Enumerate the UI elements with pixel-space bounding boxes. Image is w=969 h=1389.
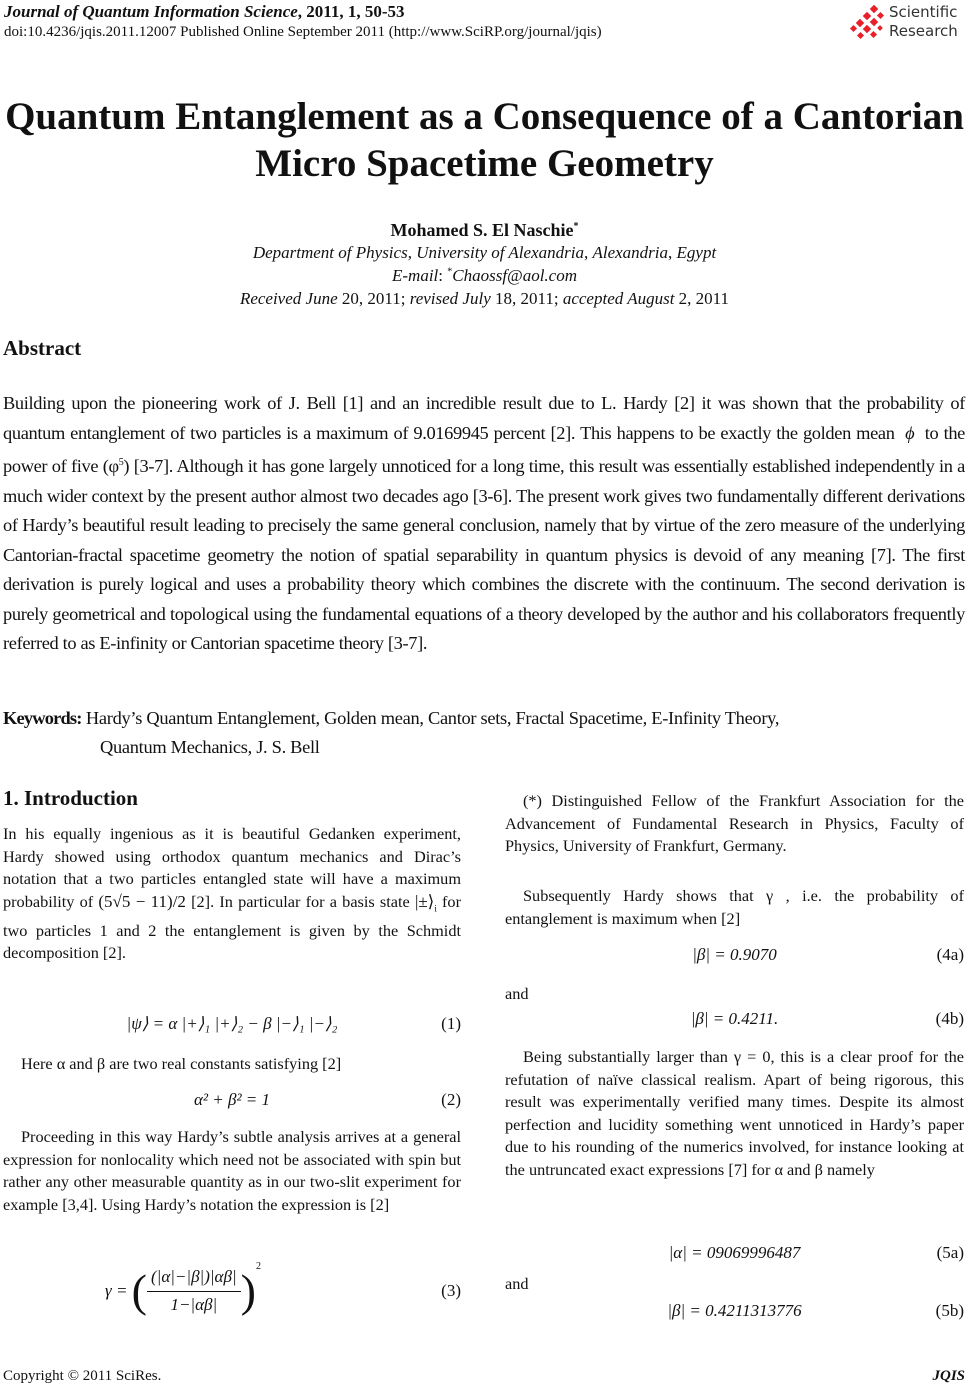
equation-2-body: α² + β² = 1 [193,1090,271,1109]
equation-5a-body: |α| = 09069996487 [668,1243,801,1262]
journal-name: Journal of Quantum Information Science [4,2,298,21]
email-label: E-mail [392,266,439,285]
equation-3-lhs: γ = [105,1280,128,1300]
affiliation-country: Egypt [676,243,717,262]
keywords-line-2: Quantum Mechanics, J. S. Bell [100,737,320,757]
equation-4b [505,1008,964,1031]
equation-3-numerator: (|α|−|β|)|αβ| [147,1266,241,1292]
keywords-label: Keywords: [3,708,82,728]
equation-1-body: |ψ⟩ = α |+⟩₁ |+⟩₂ − β |−⟩₁ |−⟩₂ [126,1014,338,1033]
abstract-text-1: Building upon the pioneering work of J. Bell [1] and an incredible result due to L. Hardy [2] it was shown that the probability of quantum entanglement of two particles is a maximum of 9.0169945 percent [2]. This happens to be exactly the golden mean [3,393,965,443]
equation-4b-number: (4b) [935,1009,964,1028]
logo-line-2: Research [889,22,958,40]
journal-header [4,2,405,22]
intro-paragraph-3: Proceeding in this way Hardy’s subtle analysis arrives at a general expression for nonlocality which need not be associated with spin but rather any other measurable quantity as in our two-slit experiment for example [3,4]. Using Hardy’s notation the expression is [2] [3,1127,461,1214]
phi-exponent: 5 [118,457,124,468]
equation-4a [505,944,964,967]
title-line-2: Micro Spacetime Geometry [255,142,714,185]
affiliation: Department of Physics, University of Alexandria, Alexandria, Egypt [252,243,717,262]
keywords [3,704,969,762]
equation-3-number: (3) [441,1281,461,1300]
basis-state-ket: |±⟩ [414,891,435,911]
equation-3: γ = ( $\frac{(|\alpha|-|\beta|)|\alpha\beta|}{1-|\alpha\beta|}$ )$^2$ (3) [105,1261,461,1316]
journal-abbreviation: JQIS [932,1368,965,1384]
accepted-date: 2, 2011 [674,289,730,308]
basis-state-subscript: i [434,903,437,914]
author-name [0,220,969,241]
intro-p1-cont: [2]. In particular for a basis state [185,891,415,911]
abstract-heading: Abstract [3,336,82,360]
equation-1-number: (1) [441,1014,461,1033]
intro-p1-text: In his equally ingenious as it is beautiful Gedanken experiment, Hardy showed using orthodox quantum mechanics and Dirac’s notation that a two particles entangled state will have a maximum probability of [3,824,461,911]
email-link[interactable]: Chaossf@aol.com [452,266,577,285]
diamond-cluster-icon [849,5,887,43]
publisher-logo [849,3,967,43]
equation-4a-body: |β| = 0.9070 [692,945,777,964]
phi-symbol: ϕ [905,422,915,443]
abstract-text-2: to the power of five (φ [3,422,965,477]
author-footnote: (*) Distinguished Fellow of the Frankfurt Association for the Advancement of Fundamental Research in Physics, Faculty of Physics, University of Frankfurt, Germany. [505,791,964,856]
journal-meta: , 2011, 1, 50-53 [297,2,405,21]
and-text-2: and [505,1274,529,1293]
affiliation-univ: University of Alexandria [416,243,584,262]
dates-line [0,289,969,309]
copyright-notice: Copyright © 2011 SciRes. [3,1368,162,1384]
equation-5a-number: (5a) [936,1243,964,1262]
equation-5a [505,1242,964,1265]
equation-2-number: (2) [441,1090,461,1109]
abstract-body [3,389,965,659]
revised-label: revised July [409,289,491,308]
keywords-line-1: Hardy’s Quantum Entanglement, Golden mean, Cantor sets, Fractal Spacetime, E-Infinity Theory, [81,708,780,728]
equation-3-denominator: 1−|αβ| [170,1294,218,1314]
equation-4a-number: (4a) [936,945,964,964]
max-probability-expression: (5√5 − 11)/2 [98,891,186,911]
author-text: Mohamed S. El Naschie [390,220,574,240]
equation-5b [505,1300,964,1323]
equation-3-exponent: 2 [255,1261,261,1272]
intro-paragraph-2: Here α and β are two real constants satisfying [2] [21,1054,342,1073]
paper-title [0,93,969,187]
revised-date: 18, 2011; [490,289,563,308]
received-label: Received June [239,289,338,308]
equation-1 [3,1013,461,1036]
equation-4b-body: |β| = 0.4211. [690,1009,779,1028]
section-heading-introduction: 1. Introduction [3,786,138,810]
author-footnote-mark: * [573,221,579,232]
right-paragraph-2: Being substantially larger than γ = 0, this is a clear proof for the refutation of naïve classical realism. Apart of being rigorous, this result was experimentally verified many times. Despite its almost perfection and lucidity something went unnoticed in Hardy’s paper due to his rounding of the numerics involved, for instance looking at the untruncated exact expressions [7] for α and β namely [505,1047,964,1179]
equation-5b-body: |β| = 0.4211313776 [667,1301,802,1320]
title-line-1: Quantum Entanglement as a Consequence of a Cantorian [5,95,964,138]
right-paragraph-1: Subsequently Hardy shows that γ , i.e. the probability of entanglement is maximum when [2] [505,886,964,928]
received-date: 20, 2011; [337,289,410,308]
affiliation-city: Alexandria [592,243,669,262]
equation-5b-number: (5b) [935,1301,964,1320]
logo-line-1: Scientific [889,3,958,21]
accepted-label: accepted August [562,289,675,308]
equation-2 [3,1089,461,1112]
email-line: E-mail: *Chaossf@aol.com [392,266,577,285]
doi-line[interactable]: doi:10.4236/jqis.2011.12007 Published Online September 2011 (http://www.SciRP.org/journal/jqis) [4,24,602,40]
affiliation-dept: Department of Physics [252,243,408,262]
and-text-1: and [505,984,529,1003]
intro-paragraph-1 [3,823,461,965]
intro-p1-end: for two particles 1 and 2 the entanglement is given by the Schmidt decomposition [2]. [3,891,461,963]
abstract-text-3: ) [3-7]. Although it has gone largely unnoticed for a long time, this result was essentially established independently in a much wider context by the present author almost two decades ago [3-6]. The present work gives two fundamentally different derivations of Hardy’s beautiful result leading to precisely the same general conclusion, namely that by virtue of the zero measure of the underlying Cantorian-fractal spacetime geometry the notion of spatial separability in quantum physics is devoid of any meaning [7]. The first derivation is purely logical and uses a probability theory which combines the discrete with the continuum. The second derivation is purely geometrical and topological using the fundamental equations of a theory developed by the author and his collaborators frequently referred to as E-infinity or Cantorian spacetime theory [3-7]. [3,456,965,654]
